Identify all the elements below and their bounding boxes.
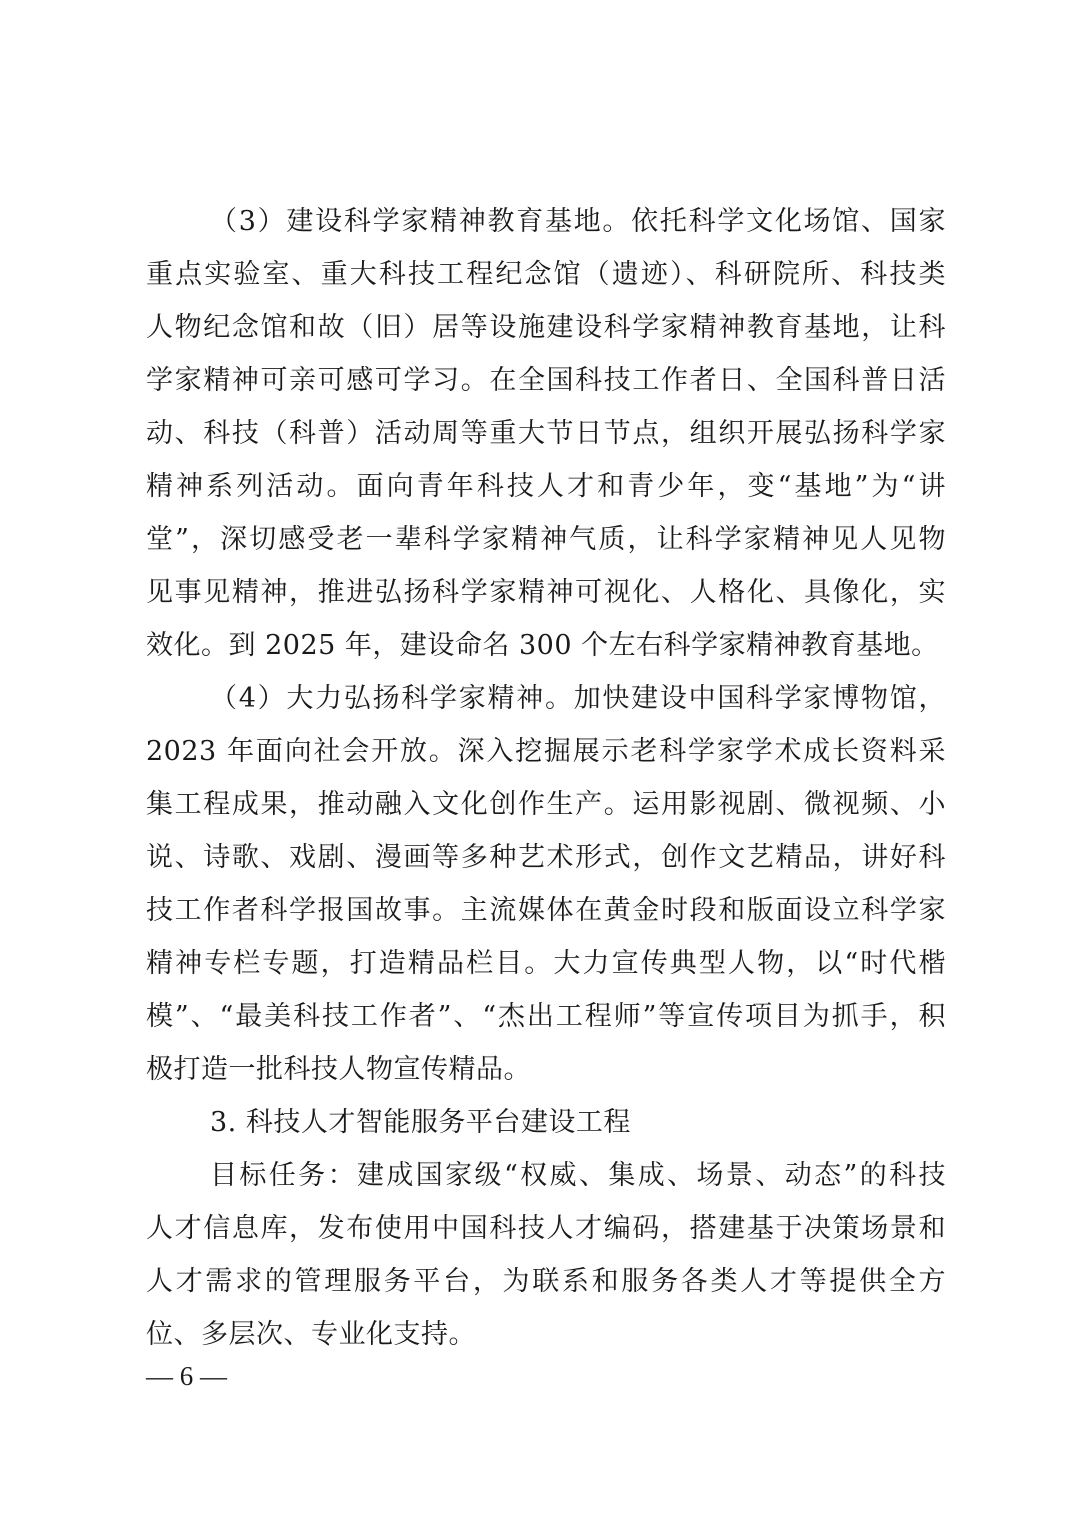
goal-paragraph-line: 人才信息库，发布使用中国科技人才编码，搭建基于决策场景和 — [146, 1213, 946, 1244]
paragraph-3-line: 人物纪念馆和故（旧）居等设施建设科学家精神教育基地，让科 — [146, 312, 946, 343]
goal-paragraph-line: 目标任务：建成国家级“权威、集成、场景、动态”的科技 — [210, 1160, 946, 1191]
paragraph-3-line: 动、科技（科普）活动周等重大节日节点，组织开展弘扬科学家 — [146, 418, 946, 449]
page-number: — 6 — — [146, 1361, 227, 1391]
paragraph-4-line: 技工作者科学报国故事。主流媒体在黄金时段和版面设立科学家 — [146, 895, 946, 926]
paragraph-4-line: 说、诗歌、戏剧、漫画等多种艺术形式，创作文艺精品，讲好科 — [146, 842, 946, 873]
paragraph-4-line: 极打造一批科技人物宣传精品。 — [146, 1054, 531, 1085]
goal-paragraph-line: 位、多层次、专业化支持。 — [146, 1319, 476, 1350]
paragraph-4-line: 模”、“最美科技工作者”、“杰出工程师”等宣传项目为抓手，积 — [146, 1001, 946, 1032]
paragraph-3-line: 堂”，深切感受老一辈科学家精神气质，让科学家精神见人见物 — [146, 524, 946, 555]
section-heading: 3. 科技人才智能服务平台建设工程 — [210, 1107, 631, 1138]
paragraph-3-line: 效化。到 2025 年，建设命名 300 个左右科学家精神教育基地。 — [146, 630, 939, 661]
paragraph-3-line: 学家精神可亲可感可学习。在全国科技工作者日、全国科普日活 — [146, 365, 946, 396]
paragraph-3-line: 见事见精神，推进弘扬科学家精神可视化、人格化、具像化，实 — [146, 577, 946, 608]
paragraph-3-line: 重点实验室、重大科技工程纪念馆（遗迹）、科研院所、科技类 — [146, 259, 946, 290]
paragraph-4-line: 集工程成果，推动融入文化创作生产。运用影视剧、微视频、小 — [146, 789, 946, 820]
paragraph-3-line: 精神系列活动。面向青年科技人才和青少年，变“基地”为“讲 — [146, 471, 946, 502]
paragraph-4-line: 精神专栏专题，打造精品栏目。大力宣传典型人物，以“时代楷 — [146, 948, 946, 979]
paragraph-4-line: （4）大力弘扬科学家精神。加快建设中国科学家博物馆， — [210, 683, 946, 714]
paragraph-4-line: 2023 年面向社会开放。深入挖掘展示老科学家学术成长资料采 — [146, 736, 946, 767]
goal-paragraph-line: 人才需求的管理服务平台，为联系和服务各类人才等提供全方 — [146, 1266, 946, 1297]
paragraph-3-line: （3）建设科学家精神教育基地。依托科学文化场馆、国家 — [210, 206, 946, 237]
